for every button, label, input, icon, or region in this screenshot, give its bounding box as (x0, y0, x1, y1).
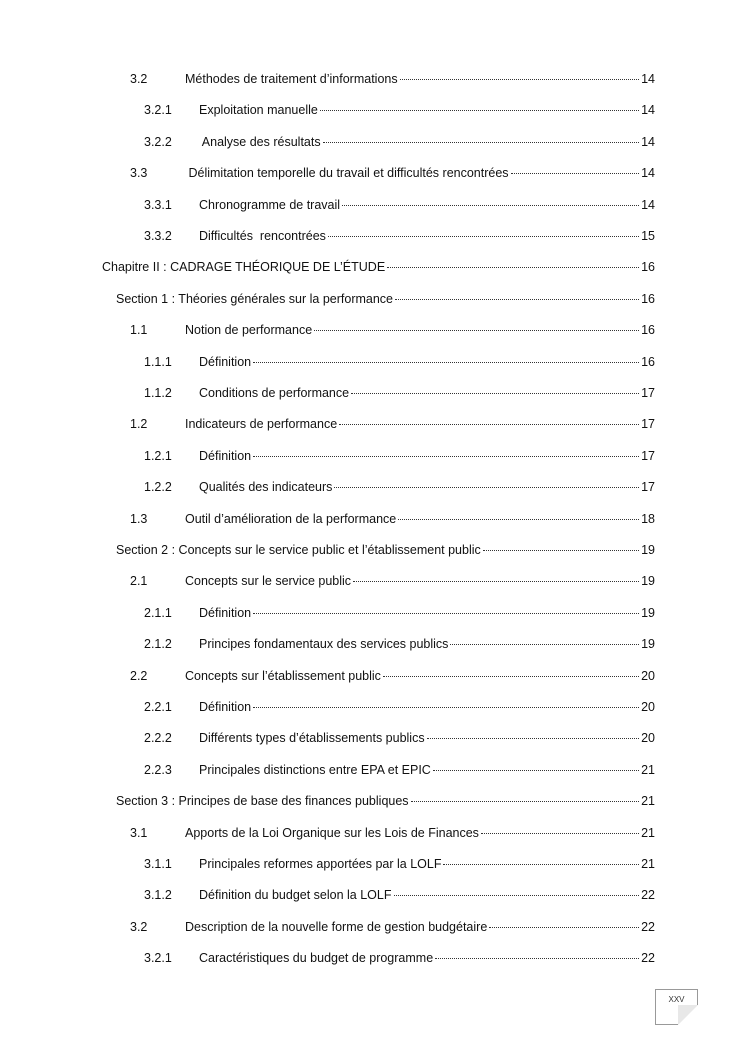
toc-entry-number: 3.3.1 (144, 197, 172, 212)
toc-entry-page: 17 (641, 417, 655, 432)
dot-leader (450, 643, 639, 645)
dot-leader (342, 204, 639, 206)
toc-entry-number: 2.2 (130, 668, 148, 683)
toc-entry[interactable] (144, 855, 655, 873)
toc-entry-number: 3.3 (130, 166, 148, 181)
toc-entry[interactable] (144, 227, 655, 245)
dot-leader (400, 78, 639, 80)
dot-leader (483, 549, 639, 551)
toc-entry-title: Outil d’amélioration de la performance (185, 511, 397, 526)
toc-entry-number: 1.3 (130, 511, 148, 526)
toc-entry-number: 1.2.1 (144, 448, 172, 463)
toc-entry-page: 14 (641, 166, 655, 181)
toc-entry-title: Caractéristiques du budget de programme (199, 951, 434, 966)
dot-leader (387, 266, 639, 268)
dot-leader (435, 957, 639, 959)
toc-entry-page: 17 (641, 448, 655, 463)
toc-entry[interactable] (144, 133, 655, 151)
toc-entry-title: Définition (199, 700, 252, 714)
toc-entry-number: 1.2.2 (144, 480, 172, 495)
toc-entry[interactable] (144, 635, 655, 653)
toc-entry-number: 3.2.1 (144, 103, 172, 118)
toc-entry-title: Description de la nouvelle forme de gestion budgétaire (185, 919, 488, 934)
dot-leader (253, 455, 639, 457)
toc-entry[interactable] (144, 698, 655, 716)
toc-entry-number: 2.2.2 (144, 731, 172, 746)
dot-leader (398, 518, 639, 520)
toc-entry-page: 21 (641, 825, 655, 840)
toc-entry[interactable] (144, 729, 655, 747)
toc-entry-page: 14 (641, 72, 655, 86)
toc-entry[interactable] (144, 353, 655, 371)
toc-entry-title: Section 1 : Théories générales sur la performance (116, 291, 394, 306)
dot-leader (427, 737, 640, 739)
dot-leader (353, 580, 639, 582)
toc-entry-page: 21 (641, 794, 655, 809)
dot-leader (395, 298, 639, 300)
toc-entry-page: 14 (641, 103, 655, 118)
toc-entry-number: 2.1 (130, 574, 148, 589)
toc-entry-number: 1.1.2 (144, 386, 172, 400)
toc-entry-title: Définition du budget selon la LOLF (199, 888, 392, 903)
toc-entry-title: Principales distinctions entre EPA et EPIC (199, 762, 431, 777)
toc-entry-title: Analyse des résultats (199, 134, 321, 149)
toc-entry-page: 22 (641, 888, 655, 903)
toc-entry-number: 2.1.1 (144, 605, 172, 620)
toc-entry-title: Méthodes de traitement d’informations (185, 72, 398, 86)
toc-entry-page: 16 (641, 260, 655, 275)
toc-entry-number: 3.2.1 (144, 951, 172, 966)
toc-entry[interactable] (130, 918, 655, 936)
dot-leader (320, 109, 639, 111)
toc-entry[interactable] (144, 478, 655, 496)
toc-entry[interactable] (130, 70, 655, 88)
toc-entry-title: Chapitre II : CADRAGE THÉORIQUE DE L’ÉTUDE (102, 260, 386, 275)
toc-entry-number: 3.2 (130, 919, 148, 934)
toc-entry-title: Conditions de performance (199, 386, 350, 400)
toc-entry-number: 3.1 (130, 825, 148, 840)
toc-entry[interactable] (102, 258, 655, 276)
toc-entry-page: 14 (641, 134, 655, 149)
page-number: XXV (668, 995, 685, 1004)
toc-entry-title: Section 2 : Concepts sur le service public et l’établissement public (116, 543, 481, 557)
dot-leader (481, 832, 639, 834)
toc-entry-number: 3.1.2 (144, 888, 172, 903)
toc-entry-number: 2.2.3 (144, 762, 172, 777)
toc-entry-page: 20 (641, 668, 655, 683)
toc-entry[interactable] (144, 949, 655, 967)
dot-leader (328, 235, 639, 237)
dot-leader (323, 141, 639, 143)
dot-leader (511, 172, 640, 174)
toc-entry-title: Chronogramme de travail (199, 197, 341, 212)
page-number-box (655, 989, 698, 1025)
toc-entry-title: Principes fondamentaux des services publics (199, 637, 449, 652)
dot-leader (489, 926, 639, 928)
dot-leader (253, 361, 639, 363)
toc-entry-page: 16 (641, 291, 655, 306)
toc-entry-page: 19 (641, 605, 655, 620)
toc-entry[interactable] (116, 792, 655, 810)
dot-leader (394, 894, 640, 896)
dot-leader (253, 612, 639, 614)
toc-entry[interactable] (116, 541, 655, 559)
toc-entry-title: Difficultés rencontrées (199, 229, 326, 243)
toc-entry[interactable] (144, 761, 655, 779)
toc-entry[interactable] (130, 667, 655, 685)
toc-entry-number: 3.2 (130, 72, 148, 86)
dot-leader (443, 863, 639, 865)
toc-entry-number: 1.1.1 (144, 354, 172, 369)
toc-entry-number: 1.1 (130, 323, 148, 338)
toc-entry[interactable] (144, 101, 655, 119)
toc-entry-page: 16 (641, 354, 655, 369)
toc-entry-page: 19 (641, 637, 655, 652)
dot-leader (253, 706, 639, 708)
toc-entry[interactable] (130, 572, 655, 590)
toc-entry-title: Exploitation manuelle (199, 103, 318, 118)
toc-entry-title: Section 3 : Principes de base des finances publiques (116, 794, 409, 809)
toc-entry-page: 22 (641, 951, 655, 966)
toc-entry[interactable] (130, 824, 655, 842)
toc-entry-title: Délimitation temporelle du travail et difficultés rencontrées (185, 166, 509, 181)
toc-entry-title: Principales reformes apportées par la LOLF (199, 857, 442, 871)
toc-entry[interactable] (144, 447, 655, 465)
dot-leader (383, 675, 639, 677)
toc-entry-page: 20 (641, 700, 655, 714)
toc-entry[interactable] (144, 384, 655, 402)
toc-entry[interactable] (130, 415, 655, 433)
toc-entry-page: 17 (641, 480, 655, 495)
toc-entry-title: Qualités des indicateurs (199, 480, 333, 495)
dot-leader (351, 392, 639, 394)
toc-entry[interactable] (144, 196, 655, 214)
toc-entry-number: 3.3.2 (144, 229, 172, 243)
toc-entry-page: 21 (641, 762, 655, 777)
toc-entry-title: Notion de performance (185, 323, 313, 338)
toc-entry-title: Apports de la Loi Organique sur les Lois de Finances (185, 825, 479, 840)
toc-entry-number: 1.2 (130, 417, 148, 432)
toc-entry-number: 2.1.2 (144, 637, 172, 652)
toc-entry-title: Concepts sur le service public (185, 574, 352, 589)
toc-entry-page: 21 (641, 857, 655, 871)
toc-entry[interactable] (116, 290, 655, 308)
toc-entry-title: Concepts sur l’établissement public (185, 668, 381, 683)
toc-entry-page: 16 (641, 323, 655, 338)
toc-entry-page: 18 (641, 511, 655, 526)
toc-entry-number: 3.1.1 (144, 857, 172, 871)
toc-entry-number: 3.2.2 (144, 134, 172, 149)
dot-leader (433, 769, 639, 771)
toc-entry-page: 14 (641, 197, 655, 212)
toc-entry-title: Indicateurs de performance (185, 417, 338, 432)
dot-leader (339, 423, 639, 425)
toc-entry-title: Différents types d’établissements publics (199, 731, 425, 746)
toc-entry-page: 15 (641, 229, 655, 243)
dot-leader (411, 800, 640, 802)
toc-entry-page: 19 (641, 543, 655, 557)
toc-entry[interactable] (130, 164, 655, 182)
dot-leader (314, 329, 639, 331)
toc-entry-title: Définition (199, 354, 252, 369)
dot-leader (334, 486, 639, 488)
toc-entry-page: 19 (641, 574, 655, 589)
toc-entry-title: Définition (199, 448, 252, 463)
toc-entry-number: 2.2.1 (144, 700, 172, 714)
toc-entry-page: 20 (641, 731, 655, 746)
toc-entry[interactable] (144, 886, 655, 904)
toc-entry[interactable] (144, 604, 655, 622)
toc-entry[interactable] (130, 510, 655, 528)
toc-entry-page: 22 (641, 919, 655, 934)
toc-entry-page: 17 (641, 386, 655, 400)
toc-entry[interactable] (130, 321, 655, 339)
toc-entry-title: Définition (199, 605, 252, 620)
